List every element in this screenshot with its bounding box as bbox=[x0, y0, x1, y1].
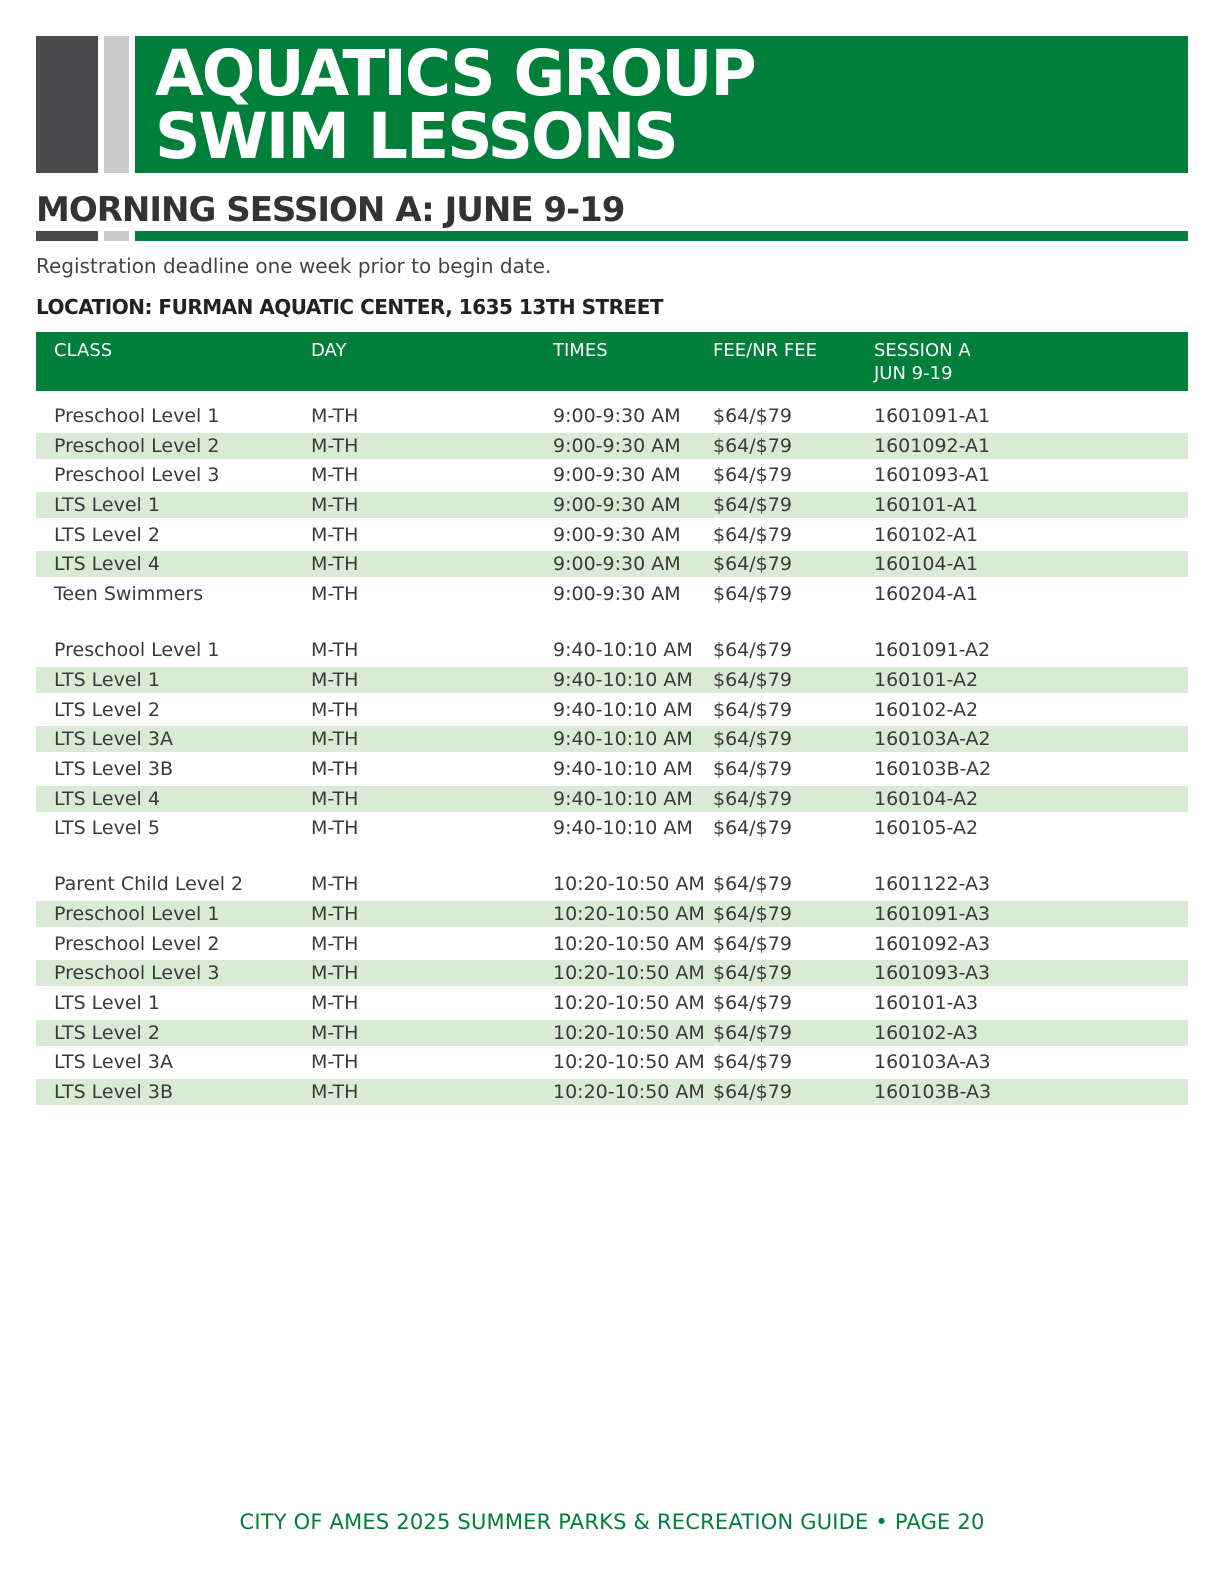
session-rule-dark bbox=[36, 231, 98, 241]
cell-class: Preschool Level 2 bbox=[54, 932, 220, 955]
table-row bbox=[36, 522, 1188, 548]
cell-session-code: 160103A-A2 bbox=[874, 728, 991, 751]
cell-times: 10:20-10:50 AM bbox=[553, 873, 705, 896]
cell-fee: $64/$79 bbox=[713, 728, 792, 751]
cell-times: 10:20-10:50 AM bbox=[553, 1021, 705, 1044]
location-label: LOCATION: FURMAN AQUATIC CENTER, 1635 13TH STREET bbox=[36, 295, 663, 319]
cell-day: M-TH bbox=[311, 494, 359, 517]
cell-session-code: 160104-A1 bbox=[874, 553, 979, 576]
cell-session-code: 160101-A2 bbox=[874, 668, 979, 691]
cell-session-code: 160103B-A2 bbox=[874, 757, 992, 780]
cell-times: 9:40-10:10 AM bbox=[553, 668, 693, 691]
table-row bbox=[36, 433, 1188, 459]
table-row bbox=[36, 667, 1188, 693]
table-row bbox=[36, 756, 1188, 782]
cell-session-code: 1601092-A3 bbox=[874, 932, 991, 955]
table-row bbox=[36, 815, 1188, 841]
column-header-session bbox=[874, 339, 971, 385]
cell-class: LTS Level 1 bbox=[54, 668, 160, 691]
cell-day: M-TH bbox=[311, 464, 359, 487]
table-row bbox=[36, 901, 1188, 927]
cell-session-code: 1601093-A3 bbox=[874, 962, 991, 985]
table-row bbox=[36, 931, 1188, 957]
column-header-fee: FEE/NR FEE bbox=[713, 340, 817, 361]
page-title-line-2: SWIM LESSONS bbox=[155, 100, 677, 173]
cell-session-code: 160104-A2 bbox=[874, 787, 979, 810]
cell-times: 10:20-10:50 AM bbox=[553, 902, 705, 925]
cell-fee: $64/$79 bbox=[713, 1021, 792, 1044]
cell-day: M-TH bbox=[311, 873, 359, 896]
cell-class: LTS Level 2 bbox=[54, 523, 160, 546]
cell-times: 9:40-10:10 AM bbox=[553, 787, 693, 810]
cell-fee: $64/$79 bbox=[713, 1051, 792, 1074]
cell-fee: $64/$79 bbox=[713, 757, 792, 780]
cell-session-code: 160105-A2 bbox=[874, 817, 979, 840]
cell-fee: $64/$79 bbox=[713, 817, 792, 840]
cell-times: 9:00-9:30 AM bbox=[553, 494, 681, 517]
cell-times: 9:00-9:30 AM bbox=[553, 405, 681, 427]
cell-fee: $64/$79 bbox=[713, 992, 792, 1014]
table-row bbox=[36, 462, 1188, 488]
table-body bbox=[36, 403, 1188, 1105]
cell-session-code: 1601091-A2 bbox=[874, 639, 991, 662]
cell-day: M-TH bbox=[311, 1081, 359, 1104]
cell-day: M-TH bbox=[311, 698, 359, 721]
cell-fee: $64/$79 bbox=[713, 553, 792, 576]
cell-fee: $64/$79 bbox=[713, 962, 792, 985]
table-header bbox=[36, 332, 1188, 391]
cell-times: 9:00-9:30 AM bbox=[553, 434, 681, 457]
session-rule-light bbox=[104, 231, 129, 241]
column-header-class: CLASS bbox=[54, 340, 113, 361]
session-rule-green bbox=[135, 231, 1188, 241]
column-header-times: TIMES bbox=[553, 340, 608, 361]
cell-times: 9:00-9:30 AM bbox=[553, 583, 681, 606]
cell-fee: $64/$79 bbox=[713, 434, 792, 457]
cell-times: 9:40-10:10 AM bbox=[553, 757, 693, 780]
cell-class: Preschool Level 3 bbox=[54, 464, 220, 487]
cell-fee: $64/$79 bbox=[713, 873, 792, 896]
page-title-line-1: AQUATICS GROUP bbox=[155, 37, 755, 110]
cell-class: LTS Level 5 bbox=[54, 817, 160, 840]
table-row bbox=[36, 960, 1188, 986]
cell-class: LTS Level 1 bbox=[54, 494, 160, 517]
cell-times: 9:40-10:10 AM bbox=[553, 817, 693, 840]
lessons-table bbox=[36, 332, 1188, 1109]
page-footer: CITY OF AMES 2025 SUMMER PARKS & RECREATION GUIDE • PAGE 20 bbox=[239, 1510, 985, 1534]
cell-times: 10:20-10:50 AM bbox=[553, 962, 705, 985]
cell-session-code: 160103B-A3 bbox=[874, 1081, 992, 1104]
cell-times: 10:20-10:50 AM bbox=[553, 1051, 705, 1074]
cell-session-code: 160102-A3 bbox=[874, 1021, 979, 1044]
cell-day: M-TH bbox=[311, 902, 359, 925]
cell-class: Preschool Level 2 bbox=[54, 434, 220, 457]
registration-deadline-note: Registration deadline one week prior to begin date. bbox=[36, 254, 552, 278]
cell-class: LTS Level 4 bbox=[54, 787, 160, 810]
cell-times: 9:40-10:10 AM bbox=[553, 728, 693, 751]
banner-accent-dark bbox=[36, 36, 98, 173]
cell-class: LTS Level 3B bbox=[54, 757, 173, 780]
page-title bbox=[155, 37, 755, 173]
cell-day: M-TH bbox=[311, 992, 359, 1014]
cell-fee: $64/$79 bbox=[713, 405, 792, 427]
table-row bbox=[36, 786, 1188, 812]
table-row bbox=[36, 871, 1188, 897]
cell-day: M-TH bbox=[311, 757, 359, 780]
cell-session-code: 160103A-A3 bbox=[874, 1051, 991, 1074]
cell-times: 9:00-9:30 AM bbox=[553, 464, 681, 487]
cell-class: LTS Level 1 bbox=[54, 992, 160, 1014]
cell-day: M-TH bbox=[311, 1021, 359, 1044]
time-slot-group bbox=[36, 403, 1188, 607]
table-row bbox=[36, 492, 1188, 518]
cell-day: M-TH bbox=[311, 434, 359, 457]
cell-class: Preschool Level 1 bbox=[54, 639, 220, 662]
cell-class: LTS Level 2 bbox=[54, 1021, 160, 1044]
cell-day: M-TH bbox=[311, 668, 359, 691]
cell-times: 9:40-10:10 AM bbox=[553, 698, 693, 721]
header-banner bbox=[36, 36, 1188, 173]
cell-class: Preschool Level 1 bbox=[54, 405, 220, 427]
cell-class: LTS Level 3A bbox=[54, 1051, 173, 1074]
table-row bbox=[36, 403, 1188, 429]
cell-class: LTS Level 3B bbox=[54, 1081, 173, 1104]
cell-session-code: 1601091-A3 bbox=[874, 902, 991, 925]
table-row bbox=[36, 726, 1188, 752]
cell-class: Preschool Level 3 bbox=[54, 962, 220, 985]
cell-times: 10:20-10:50 AM bbox=[553, 992, 705, 1014]
banner-accent-light bbox=[104, 36, 129, 173]
table-row bbox=[36, 551, 1188, 577]
time-slot-group bbox=[36, 871, 1188, 1105]
cell-session-code: 1601091-A1 bbox=[874, 405, 991, 427]
cell-day: M-TH bbox=[311, 639, 359, 662]
cell-day: M-TH bbox=[311, 817, 359, 840]
cell-day: M-TH bbox=[311, 962, 359, 985]
cell-fee: $64/$79 bbox=[713, 583, 792, 606]
table-row bbox=[36, 637, 1188, 663]
time-slot-group bbox=[36, 637, 1188, 841]
session-title: MORNING SESSION A: JUNE 9-19 bbox=[36, 190, 625, 230]
table-row bbox=[36, 990, 1188, 1016]
cell-fee: $64/$79 bbox=[713, 464, 792, 487]
cell-day: M-TH bbox=[311, 1051, 359, 1074]
cell-times: 9:00-9:30 AM bbox=[553, 553, 681, 576]
cell-times: 10:20-10:50 AM bbox=[553, 1081, 705, 1104]
cell-class: Parent Child Level 2 bbox=[54, 873, 244, 896]
cell-fee: $64/$79 bbox=[713, 494, 792, 517]
table-row bbox=[36, 1079, 1188, 1105]
cell-class: LTS Level 3A bbox=[54, 728, 173, 751]
cell-session-code: 1601092-A1 bbox=[874, 434, 991, 457]
column-header-day: DAY bbox=[311, 340, 347, 361]
table-row bbox=[36, 1049, 1188, 1075]
cell-fee: $64/$79 bbox=[713, 932, 792, 955]
table-row bbox=[36, 1020, 1188, 1046]
cell-day: M-TH bbox=[311, 583, 359, 606]
cell-day: M-TH bbox=[311, 553, 359, 576]
cell-fee: $64/$79 bbox=[713, 787, 792, 810]
cell-session-code: 160102-A1 bbox=[874, 523, 979, 546]
cell-day: M-TH bbox=[311, 787, 359, 810]
cell-class: LTS Level 2 bbox=[54, 698, 160, 721]
table-row bbox=[36, 697, 1188, 723]
cell-day: M-TH bbox=[311, 728, 359, 751]
cell-session-code: 160102-A2 bbox=[874, 698, 979, 721]
cell-day: M-TH bbox=[311, 932, 359, 955]
cell-class: Preschool Level 1 bbox=[54, 902, 220, 925]
cell-fee: $64/$79 bbox=[713, 902, 792, 925]
cell-class: LTS Level 4 bbox=[54, 553, 160, 576]
cell-session-code: 160204-A1 bbox=[874, 583, 979, 606]
cell-times: 9:40-10:10 AM bbox=[553, 639, 693, 662]
banner-title-block bbox=[135, 36, 1188, 173]
cell-session-code: 160101-A1 bbox=[874, 494, 979, 517]
cell-fee: $64/$79 bbox=[713, 639, 792, 662]
cell-class: Teen Swimmers bbox=[54, 583, 204, 606]
cell-day: M-TH bbox=[311, 405, 359, 427]
cell-fee: $64/$79 bbox=[713, 523, 792, 546]
cell-fee: $64/$79 bbox=[713, 698, 792, 721]
cell-fee: $64/$79 bbox=[713, 668, 792, 691]
cell-session-code: 1601122-A3 bbox=[874, 873, 991, 896]
table-row bbox=[36, 581, 1188, 607]
cell-times: 10:20-10:50 AM bbox=[553, 932, 705, 955]
cell-session-code: 160101-A3 bbox=[874, 992, 979, 1014]
cell-times: 9:00-9:30 AM bbox=[553, 523, 681, 546]
column-header-session-line-2: JUN 9-19 bbox=[874, 363, 953, 384]
cell-day: M-TH bbox=[311, 523, 359, 546]
column-header-session-line-1: SESSION A bbox=[874, 340, 971, 361]
cell-fee: $64/$79 bbox=[713, 1081, 792, 1104]
cell-session-code: 1601093-A1 bbox=[874, 464, 991, 487]
